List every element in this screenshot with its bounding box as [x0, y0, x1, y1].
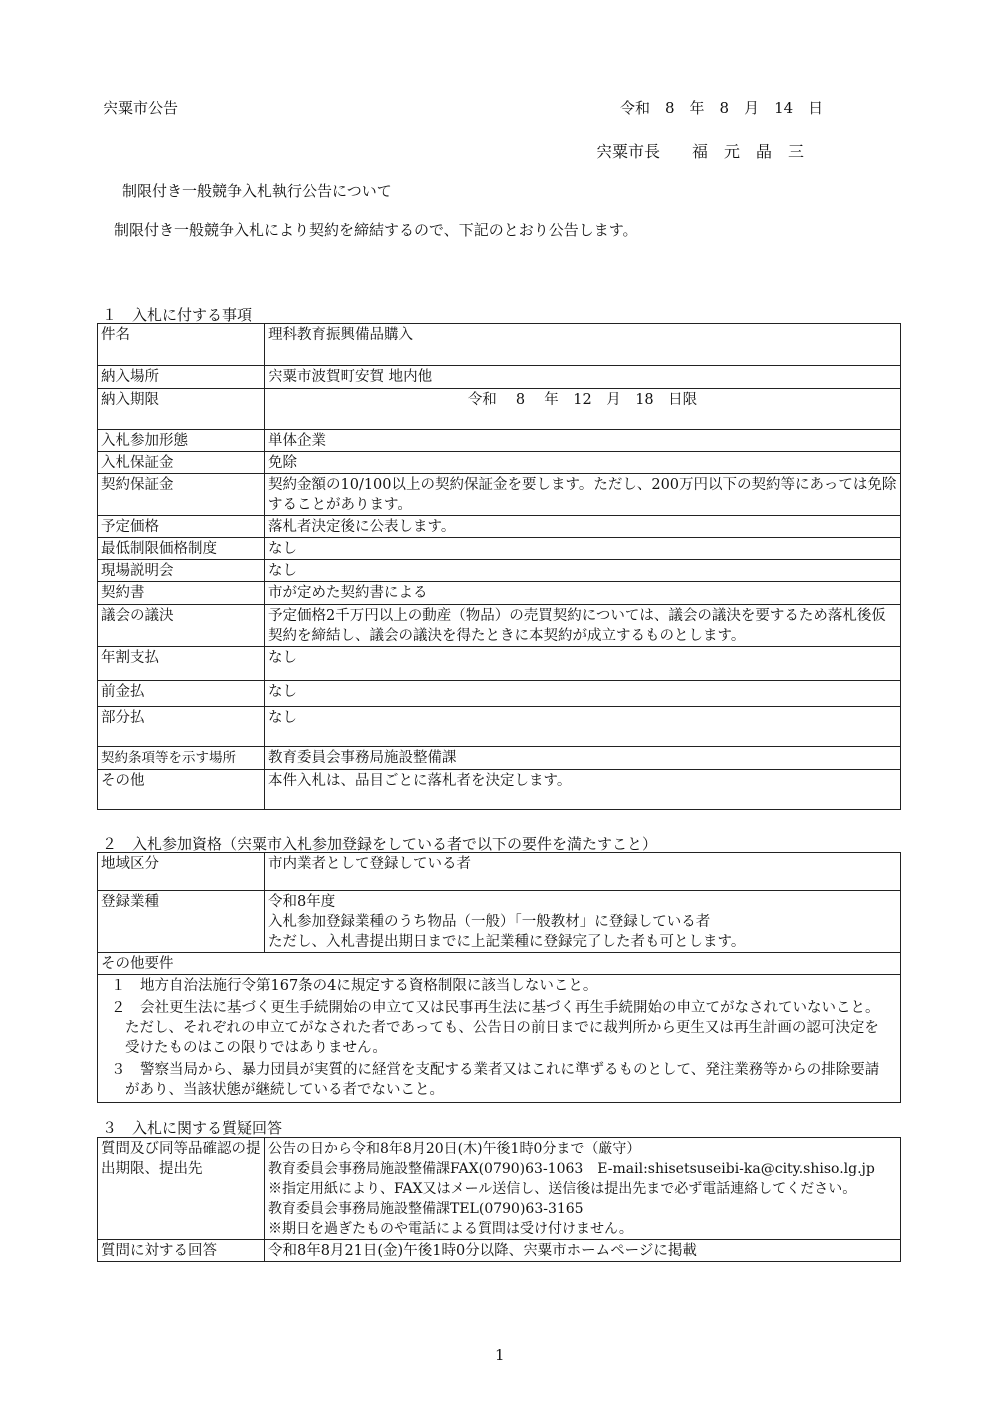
table-row — [98, 560, 901, 582]
requirement-item: ３ 警察当局から、暴力団員が実質的に経営を支配する業者又はこれに準ずるものとして、発注業務等からの排除要請があり、当該状態が継続している者でないこと。 — [111, 1062, 880, 1098]
row-value: 契約金額の10/100以上の契約保証金を要します。ただし、200万円以下の契約等にあっては免除することがあります。 — [265, 474, 901, 516]
row-value: 市内業者として登録している者 — [265, 853, 901, 891]
row-value: 免除 — [265, 452, 901, 474]
row-key: 質問及び同等品確認の提出期限、提出先 — [98, 1138, 265, 1240]
section1-heading: １ 入札に付する事項 — [102, 306, 253, 324]
table-row — [98, 582, 901, 605]
table-row — [98, 891, 901, 953]
table-row — [98, 681, 901, 707]
row-value — [265, 1138, 901, 1240]
row-value: なし — [265, 647, 901, 681]
row-key: その他 — [98, 770, 265, 810]
table-row — [98, 516, 901, 538]
table-row — [98, 452, 901, 474]
table-row — [98, 707, 901, 747]
row-value: なし — [265, 538, 901, 560]
q-line: ※指定用紙により、FAX又はメール送信し、送信後は提出先まで必ず電話連絡してください。 — [268, 1181, 857, 1197]
row-value — [265, 891, 901, 953]
section2-heading: ２ 入札参加資格（宍粟市入札参加登録をしている者で以下の要件を満たすこと） — [102, 835, 658, 853]
requirement-item: ２ 会社更生法に基づく更生手続開始の申立て又は民事再生法に基づく再生手続開始の申立てがなされていないこと。ただし、それぞれの申立てがなされた者であっても、公告日の前日までに裁判所から更生又は再生計画の認可決定を受けたものはこの限りではありません。 — [111, 1000, 880, 1056]
row-key: 地域区分 — [98, 853, 265, 891]
row-value: 単体企業 — [265, 430, 901, 452]
row-value: 本件入札は、品目ごとに落札者を決定します。 — [265, 770, 901, 810]
row-value: なし — [265, 681, 901, 707]
table-row — [98, 366, 901, 389]
row-key: 入札保証金 — [98, 452, 265, 474]
table-row — [98, 853, 901, 891]
row-value: 理科教育振興備品購入 — [265, 324, 901, 366]
row-value: 予定価格2千万円以上の動産（物品）の売買契約については、議会の議決を要するため落札後仮契約を締結し、議会の議決を得たときに本契約が成立するものとします。 — [265, 605, 901, 647]
table-row — [98, 975, 901, 1103]
table-row — [98, 538, 901, 560]
row-key: 契約条項等を示す場所 — [98, 747, 265, 770]
row-key: 質問に対する回答 — [98, 1240, 265, 1262]
reg-line: 令和8年度 — [268, 894, 336, 910]
row-key: 契約書 — [98, 582, 265, 605]
table-row — [98, 1240, 901, 1262]
section3-heading: ３ 入札に関する質疑回答 — [102, 1119, 283, 1137]
row-key: 登録業種 — [98, 891, 265, 953]
row-value: 宍粟市波賀町安賀 地内他 — [265, 366, 901, 389]
table-row — [98, 747, 901, 770]
row-key: 納入期限 — [98, 389, 265, 430]
row-value: 市が定めた契約書による — [265, 582, 901, 605]
publisher: 宍粟市公告 — [103, 99, 179, 117]
row-key: 予定価格 — [98, 516, 265, 538]
row-key: 現場説明会 — [98, 560, 265, 582]
row-key: 部分払 — [98, 707, 265, 747]
intro-text: 制限付き一般競争入札により契約を締結するので、下記のとおり公告します。 — [114, 221, 638, 239]
row-value: なし — [265, 560, 901, 582]
table-row — [98, 605, 901, 647]
table-row — [98, 324, 901, 366]
table-row — [98, 389, 901, 430]
other-requirements-label: その他要件 — [98, 953, 901, 975]
row-value: 落札者決定後に公表します。 — [265, 516, 901, 538]
section3-table — [97, 1137, 901, 1262]
page-number: 1 — [495, 1346, 505, 1364]
row-key: 契約保証金 — [98, 474, 265, 516]
table-row — [98, 430, 901, 452]
row-key: 入札参加形態 — [98, 430, 265, 452]
notice-date: 令和 8 年 8 月 14 日 — [620, 99, 824, 117]
issuer: 宍粟市長 福 元 晶 三 — [596, 142, 805, 161]
row-value: 教育委員会事務局施設整備課 — [265, 747, 901, 770]
row-key: 年割支払 — [98, 647, 265, 681]
section2-table — [97, 852, 901, 1103]
table-row — [98, 474, 901, 516]
row-key: 納入場所 — [98, 366, 265, 389]
row-key: 前金払 — [98, 681, 265, 707]
row-key: 件名 — [98, 324, 265, 366]
q-line: ※期日を過ぎたものや電話による質問は受け付けません。 — [268, 1221, 633, 1237]
section1-table — [97, 323, 901, 810]
q-line: 教育委員会事務局施設整備課FAX(0790)63-1063 E-mail:shisetsuseibi-ka@city.shiso.lg.jp — [268, 1161, 875, 1177]
table-row — [98, 1138, 901, 1240]
table-row — [98, 770, 901, 810]
row-key: 議会の議決 — [98, 605, 265, 647]
table-row — [98, 953, 901, 975]
reg-line: ただし、入札書提出期日までに上記業種に登録完了した者も可とします。 — [268, 934, 746, 950]
requirement-item: １ 地方自治法施行令第167条の4に規定する資格制限に該当しないこと。 — [111, 978, 598, 994]
other-requirements — [98, 975, 901, 1103]
row-value: なし — [265, 707, 901, 747]
row-value: 令和 8 年 12 月 18 日限 — [265, 389, 901, 430]
table-row — [98, 647, 901, 681]
q-line: 公告の日から令和8年8月20日(木)午後1時0分まで（厳守） — [268, 1141, 641, 1157]
q-line: 教育委員会事務局施設整備課TEL(0790)63-3165 — [268, 1201, 584, 1217]
notice-title: 制限付き一般競争入札執行公告について — [122, 182, 392, 200]
row-value: 令和8年8月21日(金)午後1時0分以降、宍粟市ホームページに掲載 — [265, 1240, 901, 1262]
reg-line: 入札参加登録業種のうち物品（一般）「一般教材」に登録している者 — [268, 914, 711, 930]
row-key: 最低制限価格制度 — [98, 538, 265, 560]
